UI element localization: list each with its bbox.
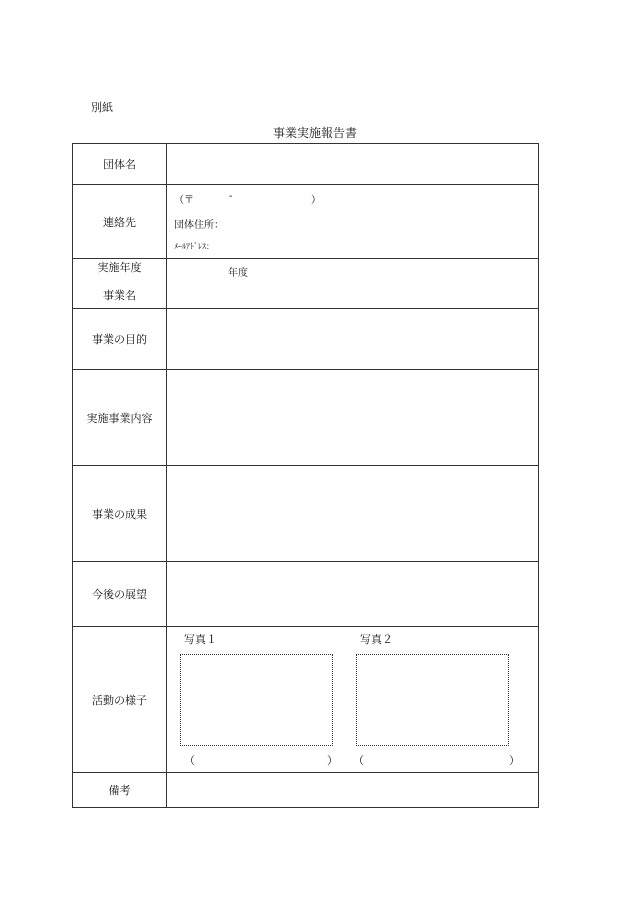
- report-form-table: [72, 143, 539, 808]
- email-label: ﾒｰﾙｱﾄﾞﾚｽ：: [174, 242, 214, 251]
- row-content: [73, 370, 539, 466]
- address-label: 団体住所：: [174, 220, 224, 231]
- row-remarks: [73, 773, 539, 808]
- photo1-paren-close: ）: [327, 754, 338, 767]
- row-year-project: [73, 259, 539, 309]
- content-field[interactable]: [167, 370, 539, 466]
- row-results: [73, 466, 539, 562]
- row-purpose: [73, 309, 539, 370]
- photo2-paren-close: ）: [509, 754, 520, 767]
- row-activity: [73, 627, 539, 773]
- outlook-field[interactable]: [167, 562, 539, 627]
- row-contact: [73, 185, 539, 259]
- purpose-label: 事業の目的: [73, 309, 167, 370]
- results-label: 事業の成果: [73, 466, 167, 562]
- row-organization: [73, 144, 539, 185]
- photo1-paren-open: （: [184, 754, 195, 767]
- remarks-label: 備考: [73, 773, 167, 808]
- purpose-field[interactable]: [167, 309, 539, 370]
- photo2-frame[interactable]: [356, 654, 509, 746]
- contact-label: 連絡先: [73, 185, 167, 259]
- contact-field[interactable]: [167, 185, 539, 259]
- photo2-caption: 写真２: [360, 633, 393, 646]
- postal-close: ）: [311, 195, 321, 206]
- postal-open: （〒: [174, 195, 194, 206]
- year-project-field[interactable]: [167, 259, 539, 309]
- postal-dash: -: [229, 191, 233, 202]
- content-label: 実施事業内容: [73, 370, 167, 466]
- attachment-label: 別紙: [91, 101, 113, 114]
- results-field[interactable]: [167, 466, 539, 562]
- activity-field: [167, 627, 539, 773]
- photo1-frame[interactable]: [180, 654, 333, 746]
- row-outlook: [73, 562, 539, 627]
- year-suffix: 年度: [228, 268, 248, 279]
- organization-field[interactable]: [167, 144, 539, 185]
- remarks-field[interactable]: [167, 773, 539, 808]
- organization-label: 団体名: [73, 144, 167, 185]
- year-project-label: [73, 259, 167, 309]
- project-name-label: 事業名: [103, 288, 136, 302]
- year-label: 実施年度: [97, 260, 142, 274]
- photo2-paren-open: （: [353, 754, 364, 767]
- activity-label: 活動の様子: [73, 627, 167, 773]
- document-title: 事業実施報告書: [272, 126, 357, 140]
- photo1-caption: 写真１: [184, 633, 217, 646]
- outlook-label: 今後の展望: [73, 562, 167, 627]
